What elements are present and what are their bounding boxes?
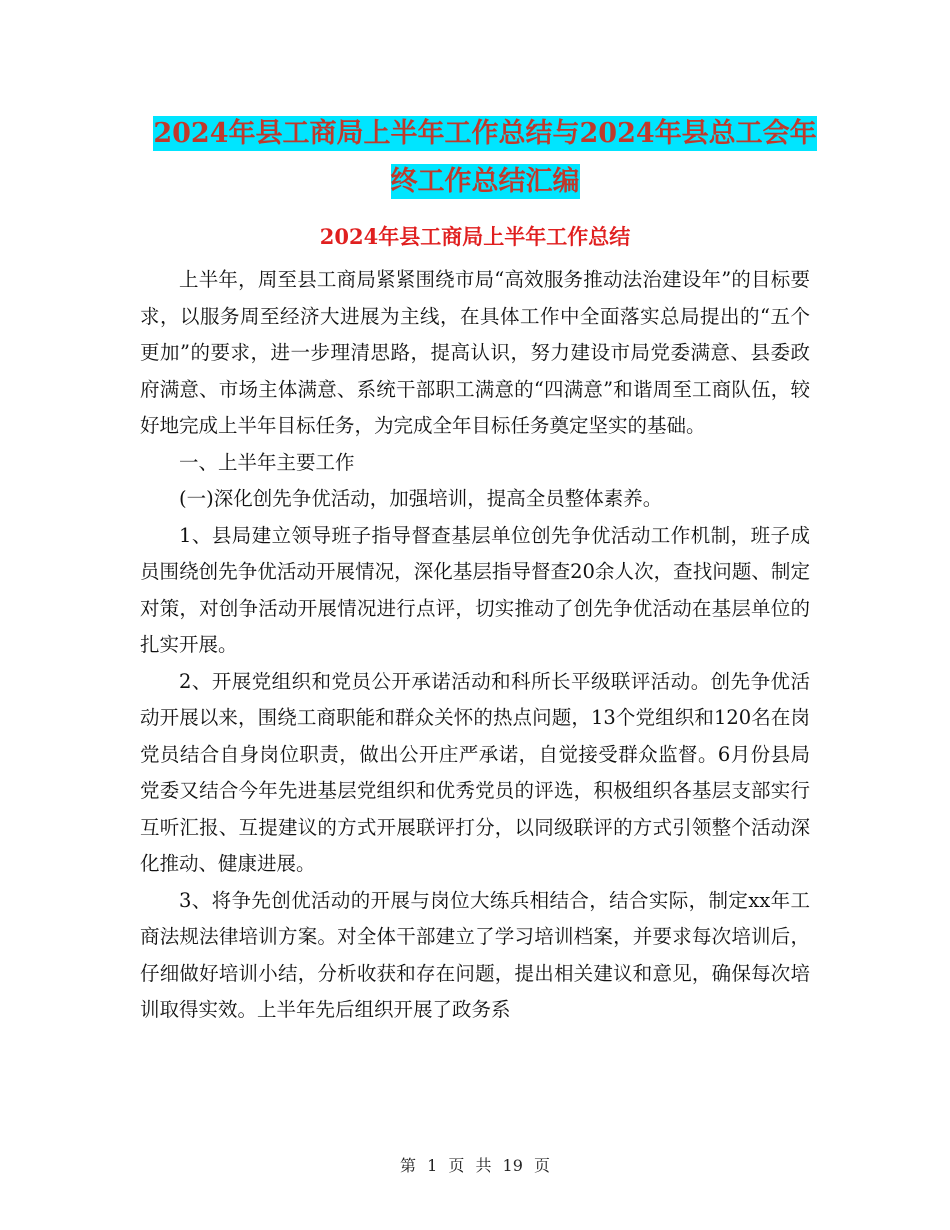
page-number-footer: 第 1 页 共 19 页 [400, 1156, 550, 1175]
paragraph-item-1: 1、县局建立领导班子指导督查基层单位创先争优活动工作机制，班子成员围绕创先争优活动开展情况，深化基层指导督查20余人次，查找问题、制定对策，对创争活动开展情况进行点评，切实推动了创先争优活动在基层单位的扎实开展。 [140, 523, 810, 656]
document-body [140, 262, 810, 1029]
heading-main-work: 一、上半年主要工作 [179, 450, 355, 474]
document-title-text: 2024年县工商局上半年工作总结与2024年县总工会年终工作总结汇编 [153, 118, 817, 197]
subheading-innovation: (一)深化创先争优活动，加强培训，提高全员整体素养。 [179, 487, 663, 510]
section-title: 2024年县工商局上半年工作总结 [319, 224, 631, 249]
document-title [140, 110, 830, 206]
paragraph-intro: 上半年，周至县工商局紧紧围绕市局“高效服务推动法治建设年”的目标要求，以服务周至经济大进展为主线，在具体工作中全面落实总局提出的“五个更加”的要求，进一步理清思路，提高认识，努力建设市局党委满意、县委政府满意、市场主体满意、系统干部职工满意的“四满意”和谐周至工商队伍，较好地完成上半年目标任务，为完成全年目标任务奠定坚实的基础。 [140, 268, 810, 437]
paragraph-item-2: 2、开展党组织和党员公开承诺活动和科所长平级联评活动。创先争优活动开展以来，围绕工商职能和群众关怀的热点问题，13个党组织和120名在岗党员结合自身岗位职责，做出公开庄严承诺，自觉接受群众监督。6月份县局党委又结合今年先进基层党组织和优秀党员的评选，积极组织各基层支部实行互听汇报、互提建议的方式开展联评打分，以同级联评的方式引领整个活动深化推动、健康进展。 [140, 669, 810, 875]
paragraph-item-3: 3、将争先创优活动的开展与岗位大练兵相结合，结合实际，制定xx年工商法规法律培训方案。对全体干部建立了学习培训档案，并要求每次培训后，仔细做好培训小结，分析收获和存在问题，提出相关建议和意见，确保每次培训取得实效。上半年先后组织开展了政务系 [140, 888, 810, 1021]
